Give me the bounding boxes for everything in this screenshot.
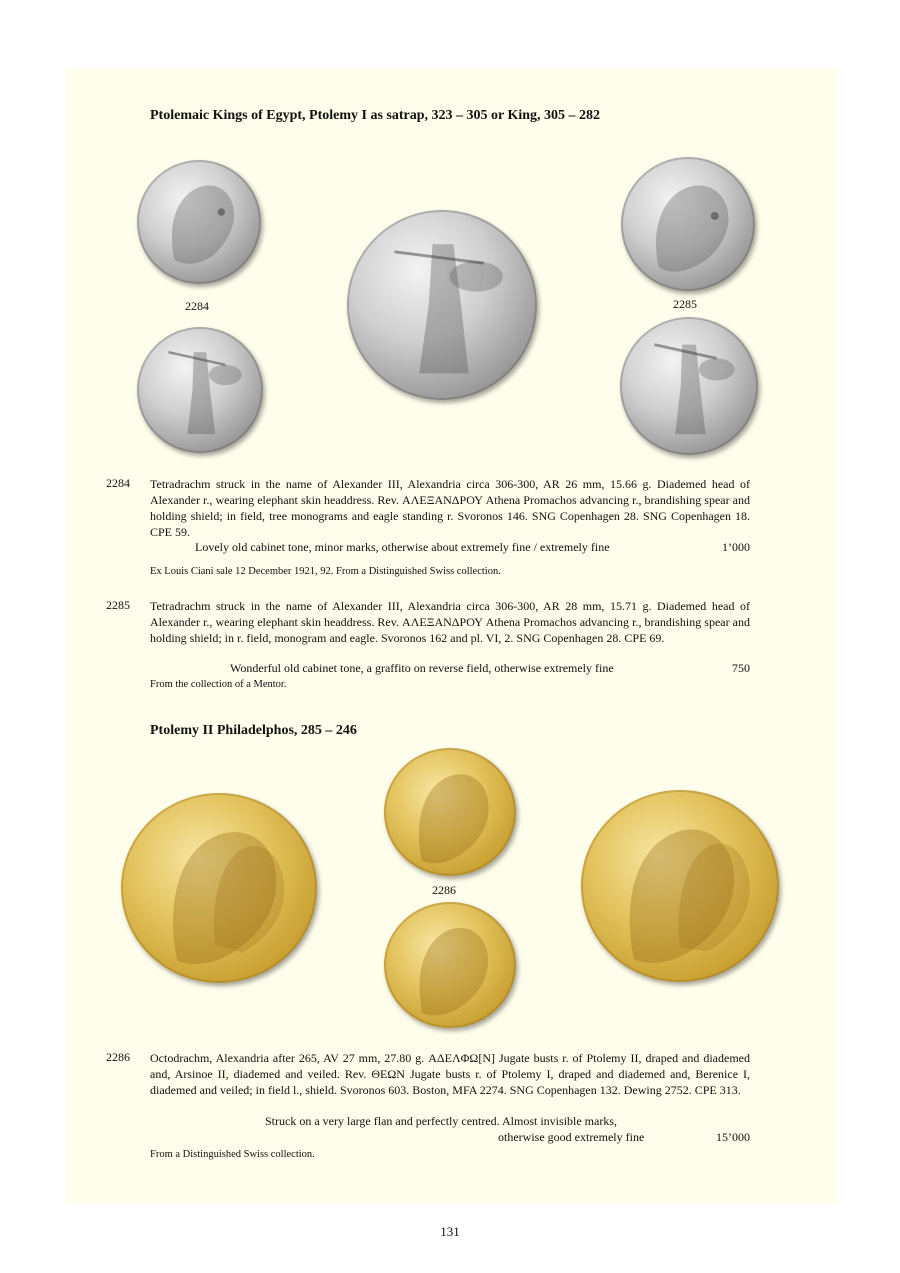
lot-price-2284: 1’000 xyxy=(722,540,750,554)
coin-2286-reverse-enlarged-image xyxy=(581,790,779,982)
coin-label-2286: 2286 xyxy=(432,883,456,897)
coin-2284-obverse-image xyxy=(137,160,261,284)
coin-label-2285: 2285 xyxy=(673,297,697,311)
coin-2284-reverse-image xyxy=(137,327,263,453)
page-number: 131 xyxy=(440,1224,460,1239)
coin-2286-obverse-enlarged-image xyxy=(121,793,317,983)
lot-description-2285: Tetradrachm struck in the name of Alexander III, Alexandria circa 306-300, AR 28 mm, 15.71 g. Diademed head of Alexander r., wearing elephant skin headdress. Rev. ΑΛΕΞΑΝΔΡΟΥ Athena Promachos advancing r., brandishing spear and holding shield; in r. field, monogram and eagle. Svoronos 162 and pl. VI, 2. SNG Copenhagen 28. CPE 69. xyxy=(150,599,750,645)
coin-2286-reverse-image xyxy=(384,902,516,1028)
section-heading-ptolemy-ii: Ptolemy II Philadelphos, 285 – 246 xyxy=(150,723,357,738)
coin-label-2284: 2284 xyxy=(185,299,209,313)
lot-grade-2286-line1: Struck on a very large flan and perfectly centred. Almost invisible marks, xyxy=(265,1114,618,1128)
lot-description-2286: Octodrachm, Alexandria after 265, AV 27 mm, 27.80 g. ΑΔΕΛΦΩ[Ν] Jugate busts r. of Ptolemy II, draped and diademed and, Arsinoe II, diademed and veiled. Rev. ΘΕΩΝ Jugate busts r. of Ptolemy I, draped and diademed and, Berenice I, diademed and veiled; in field l., shield. Svoronos 603. Boston, MFA 2274. SNG Copenhagen 132. Dewing 2752. CPE 313. xyxy=(150,1051,750,1097)
lot-grade-2284: Lovely old cabinet tone, minor marks, otherwise about extremely fine / extremely fine xyxy=(195,540,610,554)
lot-number-2284: 2284 xyxy=(106,476,130,490)
lot-provenance-2285: From the collection of a Mentor. xyxy=(150,679,287,690)
coin-2286-obverse-image xyxy=(384,748,516,876)
coin-2285-obverse-image xyxy=(621,157,755,291)
lot-grade-2285: Wonderful old cabinet tone, a graffito on reverse field, otherwise extremely fine xyxy=(230,661,614,675)
lot-provenance-2284: Ex Louis Ciani sale 12 December 1921, 92. From a Distinguished Swiss collection. xyxy=(150,566,501,577)
lot-grade-2286-line2: otherwise good extremely fine xyxy=(498,1130,645,1144)
lot-price-2285: 750 xyxy=(732,661,750,675)
lot-description-2284: Tetradrachm struck in the name of Alexander III, Alexandria circa 306-300, AR 26 mm, 15.66 g. Diademed head of Alexander r., wearing elephant skin headdress. Rev. ΑΛΕΞΑΝΔΡΟΥ Athena Promachos advancing r., brandishing spear and holding shield; in field, tree monograms and eagle standing r. Svoronos 146. SNG Copenhagen 28. SNG Copenhagen 18. CPE 59. xyxy=(150,477,750,539)
lot-provenance-2286: From a Distinguished Swiss collection. xyxy=(150,1149,315,1160)
coin-2285-reverse-image xyxy=(620,317,758,455)
section-heading-ptolemy-i: Ptolemaic Kings of Egypt, Ptolemy I as satrap, 323 – 305 or King, 305 – 282 xyxy=(150,108,601,123)
coin-2284-reverse-enlarged-image xyxy=(347,210,537,400)
lot-number-2285: 2285 xyxy=(106,598,130,612)
lot-price-2286: 15’000 xyxy=(716,1130,750,1144)
lot-number-2286: 2286 xyxy=(106,1050,130,1064)
